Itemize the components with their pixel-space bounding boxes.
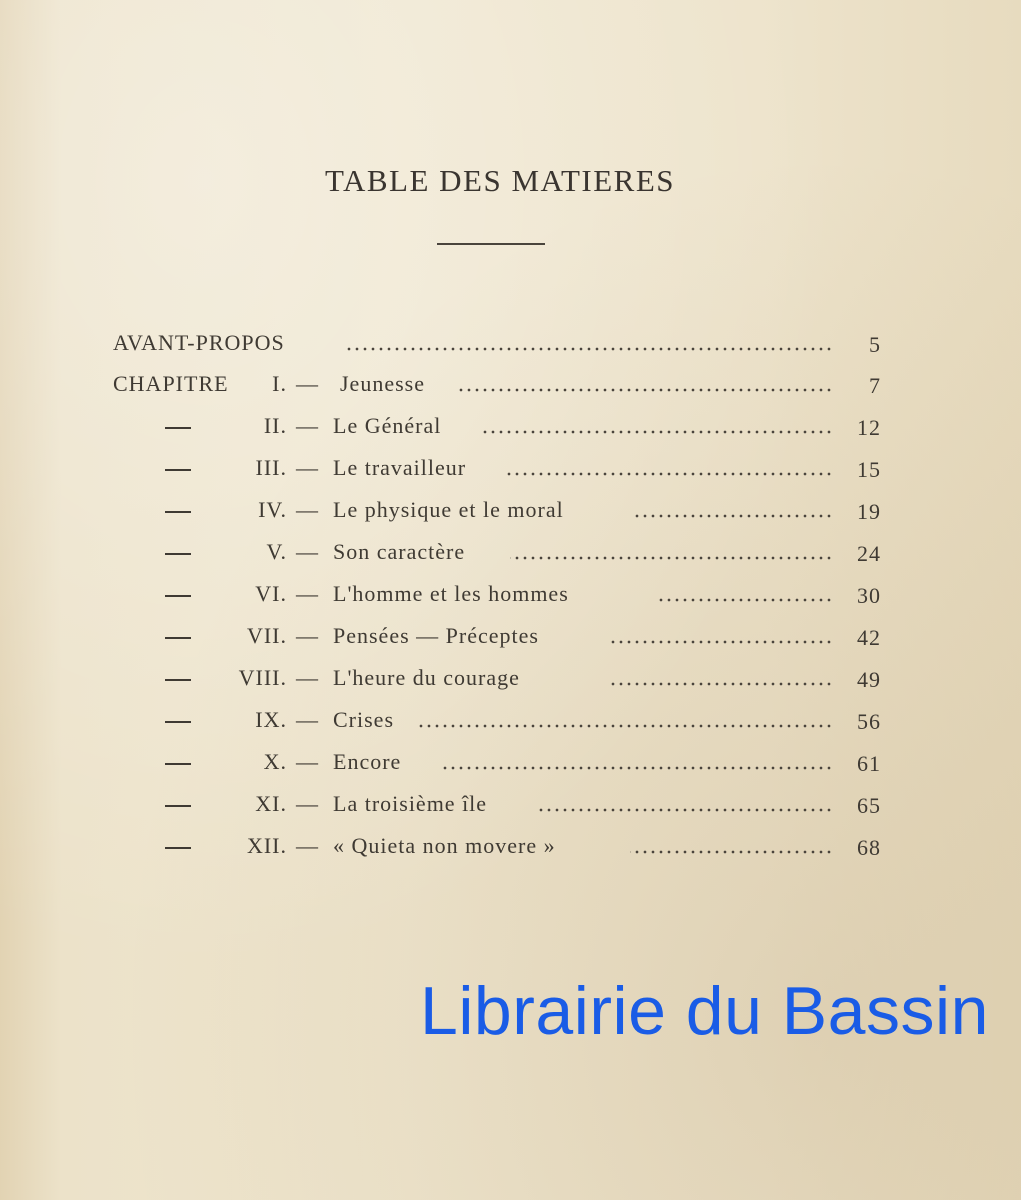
toc-page-number: 56 (857, 709, 881, 734)
separator-dash: — (296, 833, 319, 858)
dot-leader (610, 682, 833, 686)
toc-entry-chapter-12 (0, 833, 1021, 863)
chapter-title: Le physique et le moral (333, 497, 564, 522)
ditto-dash (165, 721, 191, 723)
dot-leader (480, 430, 833, 434)
chapter-numeral: XII. (246, 833, 287, 858)
dot-leader (455, 388, 833, 392)
chapter-numeral: X. (263, 749, 287, 774)
separator-dash: — (296, 581, 319, 606)
ditto-dash (165, 469, 191, 471)
dot-leader (610, 640, 833, 644)
toc-entry-heading: AVANT-PROPOS (113, 330, 285, 355)
toc-entry-chapter-2 (0, 413, 1021, 443)
chapter-title: « Quieta non movere » (333, 833, 556, 858)
separator-dash: — (296, 791, 319, 816)
toc-entry-chapter-1 (0, 371, 1021, 401)
separator-dash: — (296, 455, 319, 480)
chapter-numeral: IX. (255, 707, 287, 732)
ditto-dash (165, 511, 191, 513)
ditto-dash (165, 553, 191, 555)
dot-leader (630, 850, 833, 854)
toc-page-number: 49 (857, 667, 881, 692)
dot-leader (655, 598, 833, 602)
toc-page-number: 61 (857, 751, 881, 776)
chapter-numeral: VI. (255, 581, 287, 606)
dot-leader (505, 472, 833, 476)
bookseller-watermark: Librairie du Bassin (420, 973, 989, 1049)
dot-leader (440, 766, 833, 770)
toc-page-number: 24 (857, 541, 881, 566)
dot-leader (632, 514, 833, 518)
chapter-title: Encore (333, 749, 402, 774)
chapter-title: La troisième île (333, 791, 488, 816)
dot-leader (415, 724, 833, 728)
separator-dash: — (296, 623, 319, 648)
dot-leader (535, 808, 833, 812)
separator-dash: — (296, 539, 319, 564)
chapter-numeral: VIII. (238, 665, 287, 690)
toc-page-number: 42 (857, 625, 881, 650)
chapter-numeral: XI. (255, 791, 287, 816)
chapter-numeral: III. (255, 455, 287, 480)
toc-entry-chapter-4 (0, 497, 1021, 527)
toc-entry-avant-propos (0, 330, 1021, 360)
chapter-title: Le Général (333, 413, 442, 438)
ditto-dash (165, 637, 191, 639)
separator-dash: — (296, 497, 319, 522)
toc-entry-chapter-7 (0, 623, 1021, 653)
title-rule (437, 243, 545, 245)
chapter-numeral: IV. (258, 497, 287, 522)
toc-page-number: 30 (857, 583, 881, 608)
toc-page-number: 19 (857, 499, 881, 524)
toc-page-number: 65 (857, 793, 881, 818)
toc-entry-chapter-11 (0, 791, 1021, 821)
toc-page-number: 15 (857, 457, 881, 482)
chapter-title: Pensées — Préceptes (333, 623, 539, 648)
ditto-dash (165, 427, 191, 429)
toc-page-number: 68 (857, 835, 881, 860)
toc-entry-chapter-5 (0, 539, 1021, 569)
toc-page-number: 12 (857, 415, 881, 440)
toc-entry-chapter-6 (0, 581, 1021, 611)
toc-entry-chapter-3 (0, 455, 1021, 485)
separator-dash: — (296, 707, 319, 732)
separator-dash: — (296, 371, 319, 396)
toc-page-number: 7 (869, 373, 881, 398)
chapter-numeral: V. (266, 539, 287, 564)
chapter-title: Son caractère (333, 539, 466, 564)
ditto-dash (165, 679, 191, 681)
chapter-title: L'homme et les hommes (333, 581, 569, 606)
toc-entry-chapter-8 (0, 665, 1021, 695)
separator-dash: — (296, 665, 319, 690)
dot-leader (343, 347, 833, 351)
separator-dash: — (296, 749, 319, 774)
chapter-title: L'heure du courage (333, 665, 520, 690)
chapter-title: Jeunesse (340, 371, 425, 396)
chapter-numeral: VII. (246, 623, 287, 648)
toc-entry-heading: CHAPITRE (113, 371, 229, 396)
toc-entry-chapter-10 (0, 749, 1021, 779)
chapter-numeral: I. (272, 371, 287, 396)
chapter-title: Le travailleur (333, 455, 467, 480)
toc-entry-chapter-9 (0, 707, 1021, 737)
toc-page-number: 5 (869, 332, 881, 357)
chapter-title: Crises (333, 707, 394, 732)
ditto-dash (165, 595, 191, 597)
ditto-dash (165, 805, 191, 807)
ditto-dash (165, 847, 191, 849)
page-title: TABLE DES MATIERES (324, 163, 676, 198)
separator-dash: — (296, 413, 319, 438)
ditto-dash (165, 763, 191, 765)
chapter-numeral: II. (263, 413, 287, 438)
dot-leader (510, 556, 833, 560)
